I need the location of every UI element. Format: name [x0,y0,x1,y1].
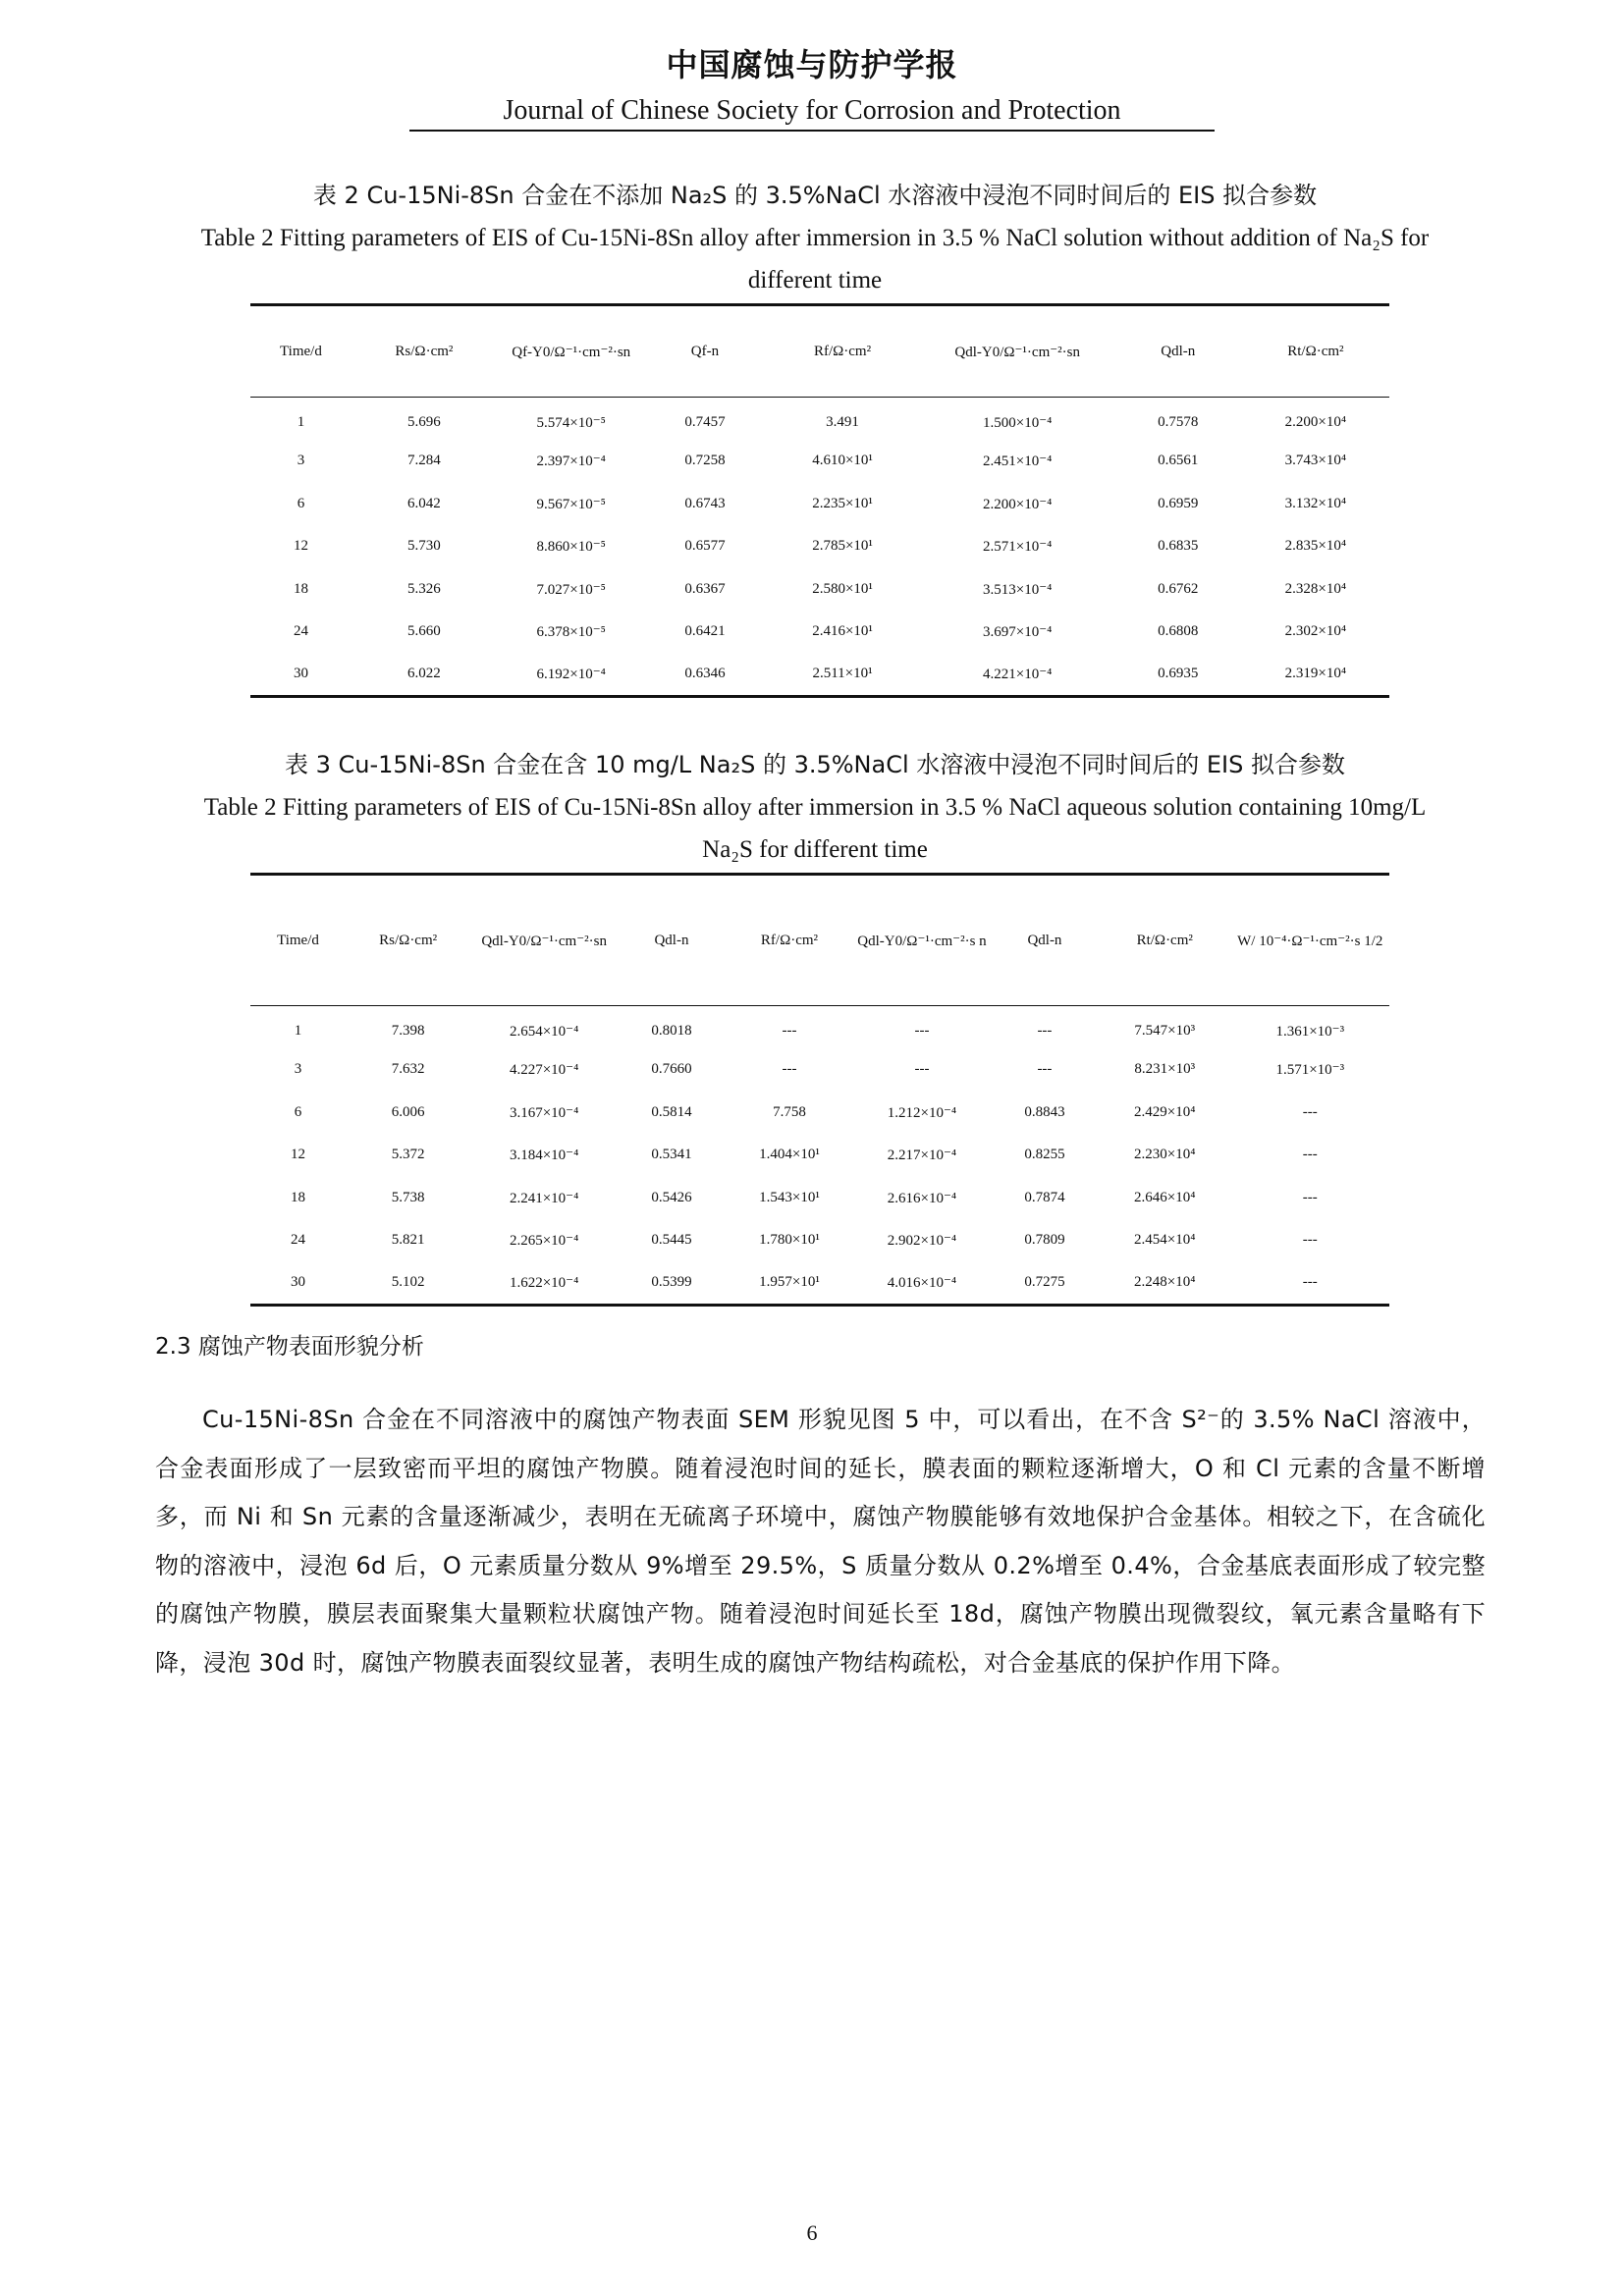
table-cell: 30 [293,666,308,681]
table-cell: 9.567×10⁻⁵ [536,496,606,512]
table-cell: 2.230×10⁴ [1134,1147,1196,1163]
table-cell: 6.042 [407,495,441,511]
table-cell: 6.192×10⁻⁴ [536,667,606,682]
table-cell: 4.227×10⁻⁴ [509,1062,579,1079]
table3-eis-parameters [250,873,1389,1307]
table-cell: --- [1302,1103,1318,1120]
table-cell: 1.543×10¹ [759,1189,820,1205]
table-cell: --- [1302,1232,1318,1249]
table-cell: --- [1302,1147,1318,1163]
table-cell: 2.580×10¹ [812,580,873,597]
table-cell: 2.241×10⁻⁴ [509,1190,579,1206]
table-cell: 7.632 [391,1061,425,1078]
table-header-cell: Qdl-n [654,932,689,948]
table-header-cell: Qdl-n [1027,932,1062,948]
table-cell: 1.500×10⁻⁴ [983,415,1053,431]
table-cell: 0.6959 [1158,495,1199,511]
table-cell: 5.372 [391,1147,425,1163]
table2-caption-en: Table 2 Fitting parameters of EIS of Cu-15Ni-8Sn alloy after immersion in 3.5 % NaCl solution without addition of Na₂S for different time [200,225,1430,294]
table-row [250,1134,1389,1177]
table-cell: 30 [290,1274,305,1290]
table-cell: 12 [290,1147,305,1163]
table-header-cell: Qdl-Y0/Ω⁻¹·cm⁻²·sn [954,344,1080,360]
table-cell: --- [914,1061,930,1078]
table-row [250,1219,1389,1262]
table-cell: 1 [294,1023,302,1039]
table-header-cell: Rs/Ω·cm² [395,343,454,359]
table-cell: 6 [297,495,305,511]
table-cell: 2.429×10⁴ [1134,1103,1196,1120]
table-header-cell: Rs/Ω·cm² [379,932,438,948]
table-cell: 24 [293,623,308,640]
table-row [250,568,1389,612]
table-header-cell: Qdl-n [1161,343,1196,359]
table-cell: 8.860×10⁻⁵ [536,539,606,556]
table-cell: 2.200×10⁻⁴ [983,496,1053,512]
page-header [0,45,1624,132]
journal-title-cn: 中国腐蚀与防护学报 [666,46,958,83]
table-row [250,1006,1389,1049]
table-cell: 8.231×10³ [1134,1061,1196,1078]
table-cell: 0.6743 [684,495,726,511]
table-cell: 3.743×10⁴ [1284,453,1347,469]
table-cell: 7.547×10³ [1134,1023,1196,1039]
table-cell: 4.221×10⁻⁴ [983,667,1053,682]
table-header-cell: W/ 10⁻⁴·Ω⁻¹·cm⁻²·s 1/2 [1237,933,1383,949]
journal-title-en: Journal of Chinese Society for Corrosion and Protection [409,92,1215,132]
table-cell: --- [1037,1061,1053,1078]
table-row [250,440,1389,483]
page-number: 6 [806,2220,818,2245]
table-cell: 3 [294,1061,302,1078]
table-cell: 5.738 [391,1189,425,1205]
table-cell: 5.102 [391,1274,425,1290]
table-cell: 0.6835 [1158,538,1199,555]
table-cell: 1.212×10⁻⁴ [887,1104,957,1121]
table-cell: 2.265×10⁻⁴ [509,1233,579,1250]
table-row [250,1092,1389,1135]
table3-caption-cn: 表 3 Cu-15Ni-8Sn 合金在含 10 mg/L Na₂S 的 3.5%NaCl 水溶液中浸泡不同时间后的 EIS 拟合参数 [284,751,1345,778]
section-heading: 2.3 腐蚀产物表面形貌分析 [155,1334,424,1360]
table-cell: 2.451×10⁻⁴ [983,454,1053,470]
table-cell: 1 [297,414,305,430]
table-cell: 5.574×10⁻⁵ [536,415,606,431]
table-cell: 0.5445 [651,1232,692,1249]
table-cell: 0.5399 [651,1274,692,1290]
table-row [250,1048,1389,1092]
table-cell: 1.361×10⁻³ [1275,1024,1345,1040]
table-cell: 18 [293,580,308,597]
table-cell: 3.132×10⁴ [1284,495,1347,511]
table-cell: 0.8843 [1024,1103,1065,1120]
table-cell: 3.491 [826,414,859,430]
table-cell: 3.167×10⁻⁴ [509,1104,579,1121]
table-header-cell: Time/d [277,932,319,948]
table-cell: --- [1302,1189,1318,1205]
table-row [250,483,1389,526]
table-cell: --- [782,1061,797,1078]
table-cell: 1.622×10⁻⁴ [509,1275,579,1291]
table-cell: 2.397×10⁻⁴ [536,454,606,470]
table-header-row [250,305,1389,398]
table-cell: 1.404×10¹ [759,1147,820,1163]
table-cell: 2.416×10¹ [812,623,873,640]
table-cell: 2.571×10⁻⁴ [983,539,1053,556]
table-cell: 0.7578 [1158,414,1199,430]
table-cell: 2.200×10⁴ [1284,414,1347,430]
table-cell: 3 [297,453,305,469]
table-cell: 5.821 [391,1232,425,1249]
table-cell: 7.398 [391,1023,425,1039]
table-cell: 2.511×10¹ [812,666,873,681]
table-cell: 3.513×10⁻⁴ [983,581,1053,598]
table-cell: 0.6808 [1158,623,1199,640]
table-header-cell: Rf/Ω·cm² [760,932,819,948]
table-cell: 7.027×10⁻⁵ [536,581,606,598]
table-cell: 24 [290,1232,305,1249]
table-cell: --- [914,1023,930,1039]
table-cell: 0.8018 [651,1023,692,1039]
table-cell: 2.616×10⁻⁴ [887,1190,957,1206]
table3-caption-en: Table 2 Fitting parameters of EIS of Cu-15Ni-8Sn alloy after immersion in 3.5 % NaCl aqueous solution containing 10mg/L Na₂S for different time [203,794,1427,863]
table-cell: --- [782,1023,797,1039]
table-cell: 7.284 [407,453,441,469]
table-cell: 0.7874 [1024,1189,1065,1205]
table-cell: 0.5341 [651,1147,692,1163]
table2-caption-cn: 表 2 Cu-15Ni-8Sn 合金在不添加 Na₂S 的 3.5%NaCl 水溶液中浸泡不同时间后的 EIS 拟合参数 [312,182,1318,209]
table-cell: 6.006 [391,1103,425,1120]
table-cell: 18 [290,1189,305,1205]
table-cell: 0.5814 [651,1103,692,1120]
table-cell: --- [1302,1274,1318,1290]
table-header-cell: Rt/Ω·cm² [1136,932,1193,948]
table-header-cell: Qf-Y0/Ω⁻¹·cm⁻²·sn [512,344,631,360]
table-cell: 0.7660 [651,1061,692,1078]
table-cell: 0.7258 [684,453,726,469]
table-cell: 2.835×10⁴ [1284,538,1347,555]
table-cell: 0.8255 [1024,1147,1065,1163]
table-row [250,611,1389,654]
table-cell: 0.6577 [684,538,726,555]
table-cell: 0.7457 [684,414,726,430]
table-cell: 2.319×10⁴ [1284,666,1347,681]
table-cell: 0.6367 [684,580,726,597]
table-cell: 1.780×10¹ [759,1232,820,1249]
table-row [250,1177,1389,1220]
table-cell: 0.6421 [684,623,726,640]
table-row [250,398,1389,441]
table-cell: 5.326 [407,580,441,597]
table-cell: 6 [294,1103,302,1120]
table-cell: 1.957×10¹ [759,1274,820,1290]
table-cell: --- [1037,1023,1053,1039]
table-row [250,525,1389,568]
table3-caption [196,744,1434,871]
table-header-cell: Rf/Ω·cm² [813,343,872,359]
table-cell: 2.785×10¹ [812,538,873,555]
table-cell: 3.697×10⁻⁴ [983,624,1053,641]
table-cell: 12 [293,538,308,555]
table-cell: 0.7275 [1024,1274,1065,1290]
table-cell: 2.328×10⁴ [1284,580,1347,597]
table-cell: 0.6346 [684,666,726,681]
table-row [250,1262,1389,1306]
body-paragraph: Cu-15Ni-8Sn 合金在不同溶液中的腐蚀产物表面 SEM 形貌见图 5 中，可以看出，在不含 S²⁻的 3.5% NaCl 溶液中，合金表面形成了一层致密而平坦的腐蚀产物膜。随着浸泡时间的延长，膜表面的颗粒逐渐增大，O 和 Cl 元素的含量不断增多，而 Ni 和 Sn 元素的含量逐渐减少，表明在无硫离子环境中，腐蚀产物膜能够有效地保护合金基体。相较之下，在含硫化物的溶液中，浸泡 6d 后，O 元素质量分数从 9%增至 29.5%，S 质量分数从 0.2%增至 0.4%，合金基底表面形成了较完整的腐蚀产物膜，膜层表面聚集大量颗粒状腐蚀产物。随着浸泡时间延长至 18d，腐蚀产物膜出现微裂纹，氧元素含量略有下降，浸泡 30d 时，腐蚀产物膜表面裂纹显著，表明生成的腐蚀产物结构疏松，对合金基底的保护作用下降。 [155,1406,1486,1677]
table-cell: 0.6935 [1158,666,1199,681]
table-cell: 0.6561 [1158,453,1199,469]
table-cell: 4.016×10⁻⁴ [887,1275,957,1291]
table-cell: 7.758 [773,1103,806,1120]
table-cell: 0.7809 [1024,1232,1065,1249]
table2-eis-parameters [250,303,1389,698]
table-header-cell: Rt/Ω·cm² [1287,343,1344,359]
table-cell: 2.302×10⁴ [1284,623,1347,640]
table-cell: 4.610×10¹ [812,453,873,469]
table-cell: 5.660 [407,623,441,640]
table-cell: 2.217×10⁻⁴ [887,1148,957,1164]
table-cell: 6.022 [407,666,441,681]
table-row [250,654,1389,697]
table-cell: 2.235×10¹ [812,495,873,511]
table-cell: 1.571×10⁻³ [1275,1062,1345,1079]
table-cell: 2.646×10⁴ [1134,1189,1196,1205]
table-cell: 3.184×10⁻⁴ [509,1148,579,1164]
table-cell: 2.454×10⁴ [1134,1232,1196,1249]
table-cell: 5.696 [407,414,441,430]
table-header-row [250,875,1389,1006]
table-cell: 5.730 [407,538,441,555]
table-cell: 0.5426 [651,1189,692,1205]
table-cell: 6.378×10⁻⁵ [536,624,606,641]
table-header-cell: Qdl-Y0/Ω⁻¹·cm⁻²·sn [481,933,607,949]
table-cell: 2.902×10⁻⁴ [887,1233,957,1250]
table-cell: 2.654×10⁻⁴ [509,1024,579,1040]
table-header-cell: Qf-n [690,343,720,359]
table-cell: 0.6762 [1158,580,1199,597]
table2-caption [196,175,1434,301]
table-header-cell: Qdl-Y0/Ω⁻¹·cm⁻²·s n [857,933,987,949]
table-header-cell: Time/d [280,343,322,359]
table-cell: 2.248×10⁴ [1134,1274,1196,1290]
